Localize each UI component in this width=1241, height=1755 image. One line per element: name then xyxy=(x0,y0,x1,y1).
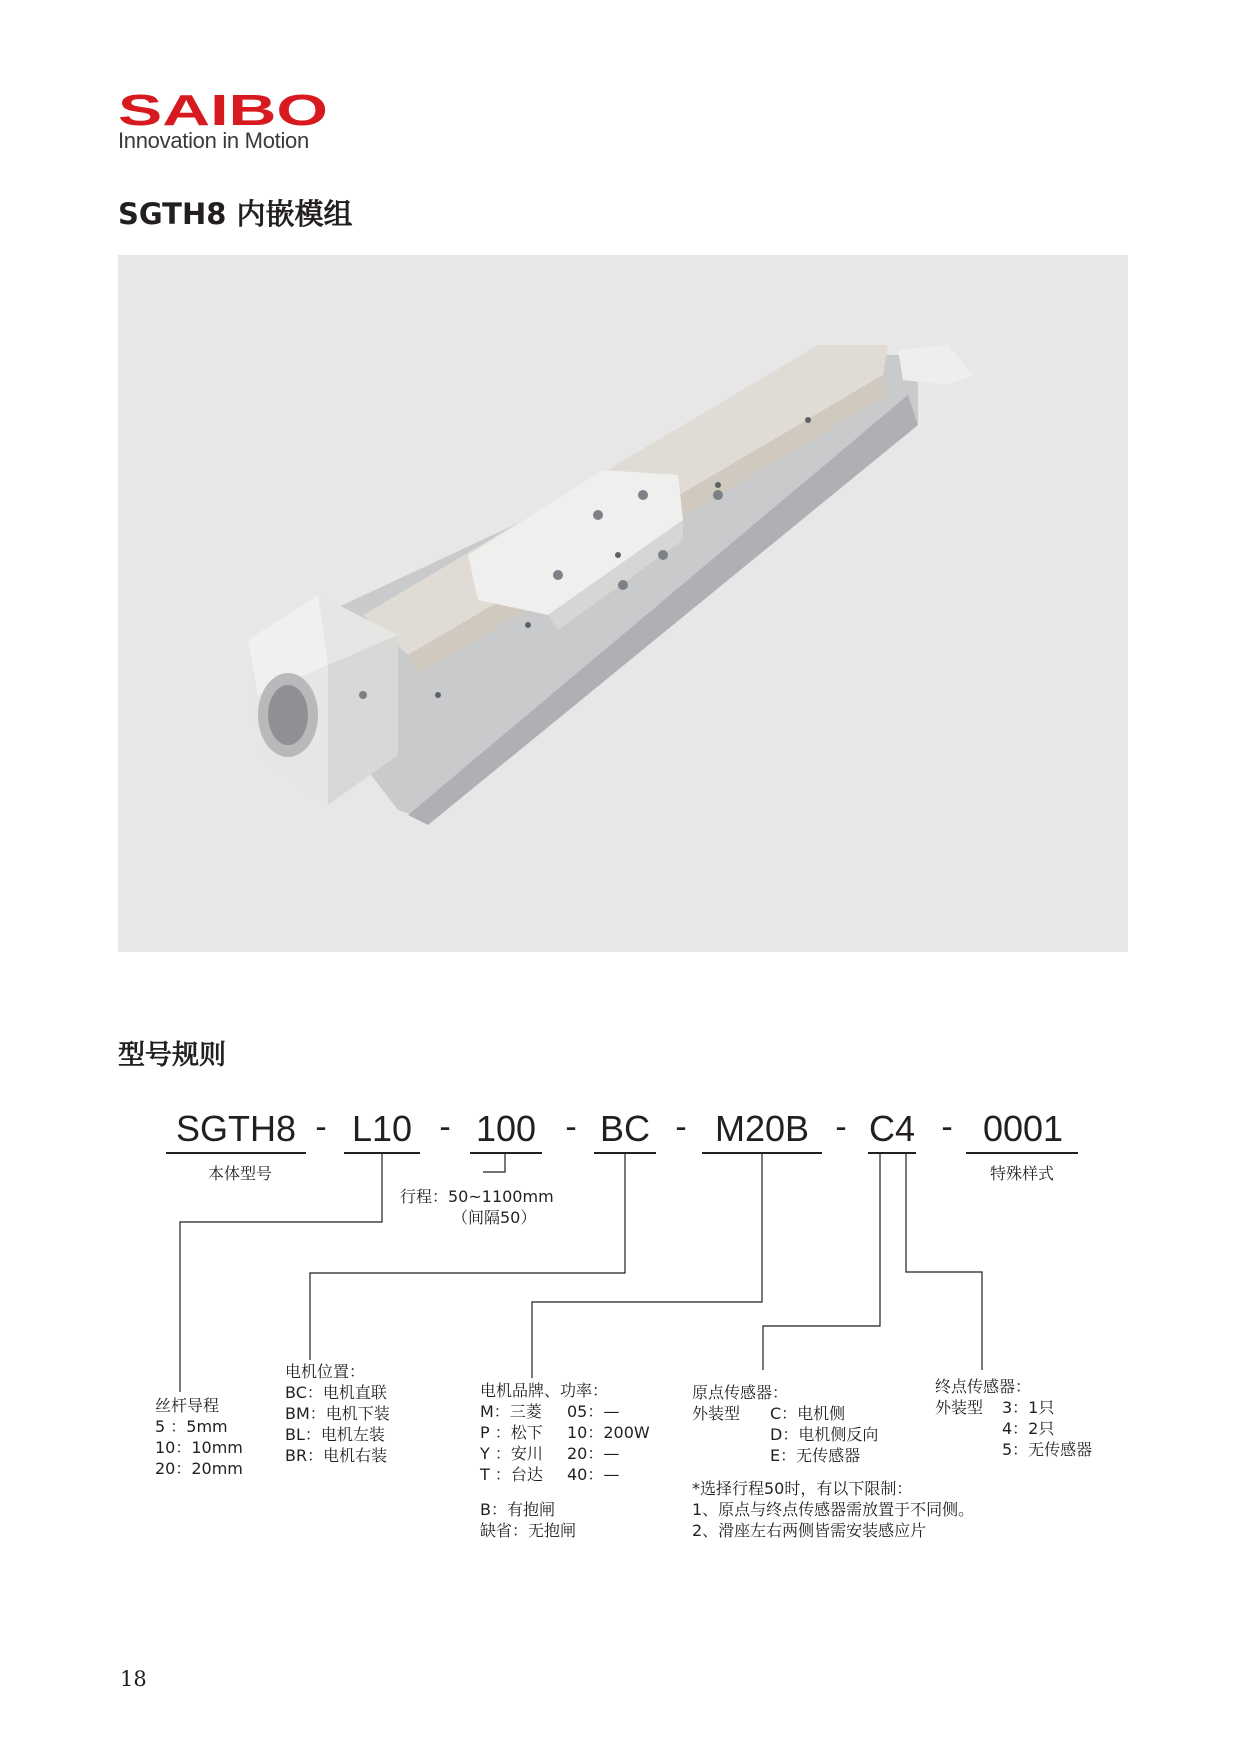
motor-brake-item: B：有抱闸 xyxy=(480,1500,555,1519)
code-seg-body: SGTH8 xyxy=(175,1108,297,1149)
code-seg-motor-brand: M20B xyxy=(714,1108,810,1149)
motor-brand-item: T ：台达 xyxy=(480,1465,543,1484)
motor-power-item: 40：— xyxy=(567,1465,620,1484)
code-seg-lead: L10 xyxy=(351,1108,413,1149)
page-number: 18 xyxy=(120,1667,147,1691)
motor-brake-item: 缺省：无抱闸 xyxy=(480,1521,577,1540)
motor-brand-item: M：三菱 xyxy=(480,1402,542,1421)
code-separator: - xyxy=(941,1108,953,1146)
saibo-logo-text: SAIBO xyxy=(118,92,328,130)
origin-sensor-title: 原点传感器： xyxy=(692,1383,789,1402)
caption-stroke: 行程：50~1100mm xyxy=(400,1187,554,1206)
product-title: SGTH8 内嵌模组 xyxy=(118,197,353,231)
motor-power-item: 20：— xyxy=(567,1444,620,1463)
motor-power-list xyxy=(567,1401,650,1485)
code-seg-stroke: 100 xyxy=(475,1108,537,1149)
motor-position-item: BR：电机右装 xyxy=(285,1446,388,1465)
motor-position-title: 电机位置： xyxy=(285,1362,366,1381)
origin-sensor-item: C：电机侧 xyxy=(770,1404,846,1423)
screw-lead-item: 5 ：5mm xyxy=(155,1417,228,1436)
motor-brand-list xyxy=(480,1401,543,1485)
sensor-note: *选择行程50时，有以下限制： xyxy=(692,1479,913,1498)
end-sensor-type: 外装型 xyxy=(935,1398,984,1417)
motor-brand-title: 电机品牌、功率： xyxy=(480,1381,609,1400)
end-sensor-list xyxy=(1002,1397,1092,1460)
caption-body-model: 本体型号 xyxy=(208,1164,273,1183)
end-sensor-item: 5：无传感器 xyxy=(1002,1440,1093,1459)
motor-position-item: BL：电机左装 xyxy=(285,1425,385,1444)
origin-sensor-notes xyxy=(692,1478,974,1541)
origin-sensor-item: D：电机侧反向 xyxy=(770,1425,879,1444)
screw-lead-item: 20：20mm xyxy=(155,1459,243,1478)
end-sensor-item: 4：2只 xyxy=(1002,1419,1055,1438)
caption-stroke-interval: （间隔50） xyxy=(452,1208,537,1227)
origin-sensor-item: E：无传感器 xyxy=(770,1446,861,1465)
section-title-model-rules: 型号规则 xyxy=(118,1040,226,1071)
code-separator: - xyxy=(439,1108,451,1146)
screw-lead-block xyxy=(155,1395,243,1479)
brand-tagline: Innovation in Motion xyxy=(118,128,309,153)
code-seg-sensor: C4 xyxy=(868,1108,916,1149)
motor-brand-item: P ：松下 xyxy=(480,1423,543,1442)
motor-position-item: BM：电机下装 xyxy=(285,1404,390,1423)
code-separator: - xyxy=(565,1108,577,1146)
origin-sensor-type: 外装型 xyxy=(692,1404,741,1423)
code-seg-motor-position: BC xyxy=(599,1108,650,1149)
caption-special: 特殊样式 xyxy=(990,1164,1055,1183)
sensor-note: 1、原点与终点传感器需放置于不同侧。 xyxy=(692,1500,975,1519)
code-separator: - xyxy=(675,1108,687,1146)
motor-brand-item: Y ：安川 xyxy=(480,1444,543,1463)
code-separator: - xyxy=(835,1108,847,1146)
code-separator: - xyxy=(315,1108,327,1146)
motor-power-item: 10：200W xyxy=(567,1423,650,1442)
end-sensor-item: 3：1只 xyxy=(1002,1398,1055,1417)
motor-power-item: 05：— xyxy=(567,1402,620,1421)
screw-lead-item: 10：10mm xyxy=(155,1438,243,1457)
screw-lead-title: 丝杆导程 xyxy=(155,1396,220,1415)
code-seg-special: 0001 xyxy=(982,1108,1064,1149)
end-sensor-title: 终点传感器： xyxy=(935,1377,1032,1396)
sensor-note: 2、滑座左右两侧皆需安装感应片 xyxy=(692,1521,927,1540)
origin-sensor-list xyxy=(770,1403,878,1466)
motor-brake-list xyxy=(480,1499,576,1541)
motor-position-block xyxy=(285,1361,390,1466)
motor-position-item: BC：电机直联 xyxy=(285,1383,387,1402)
